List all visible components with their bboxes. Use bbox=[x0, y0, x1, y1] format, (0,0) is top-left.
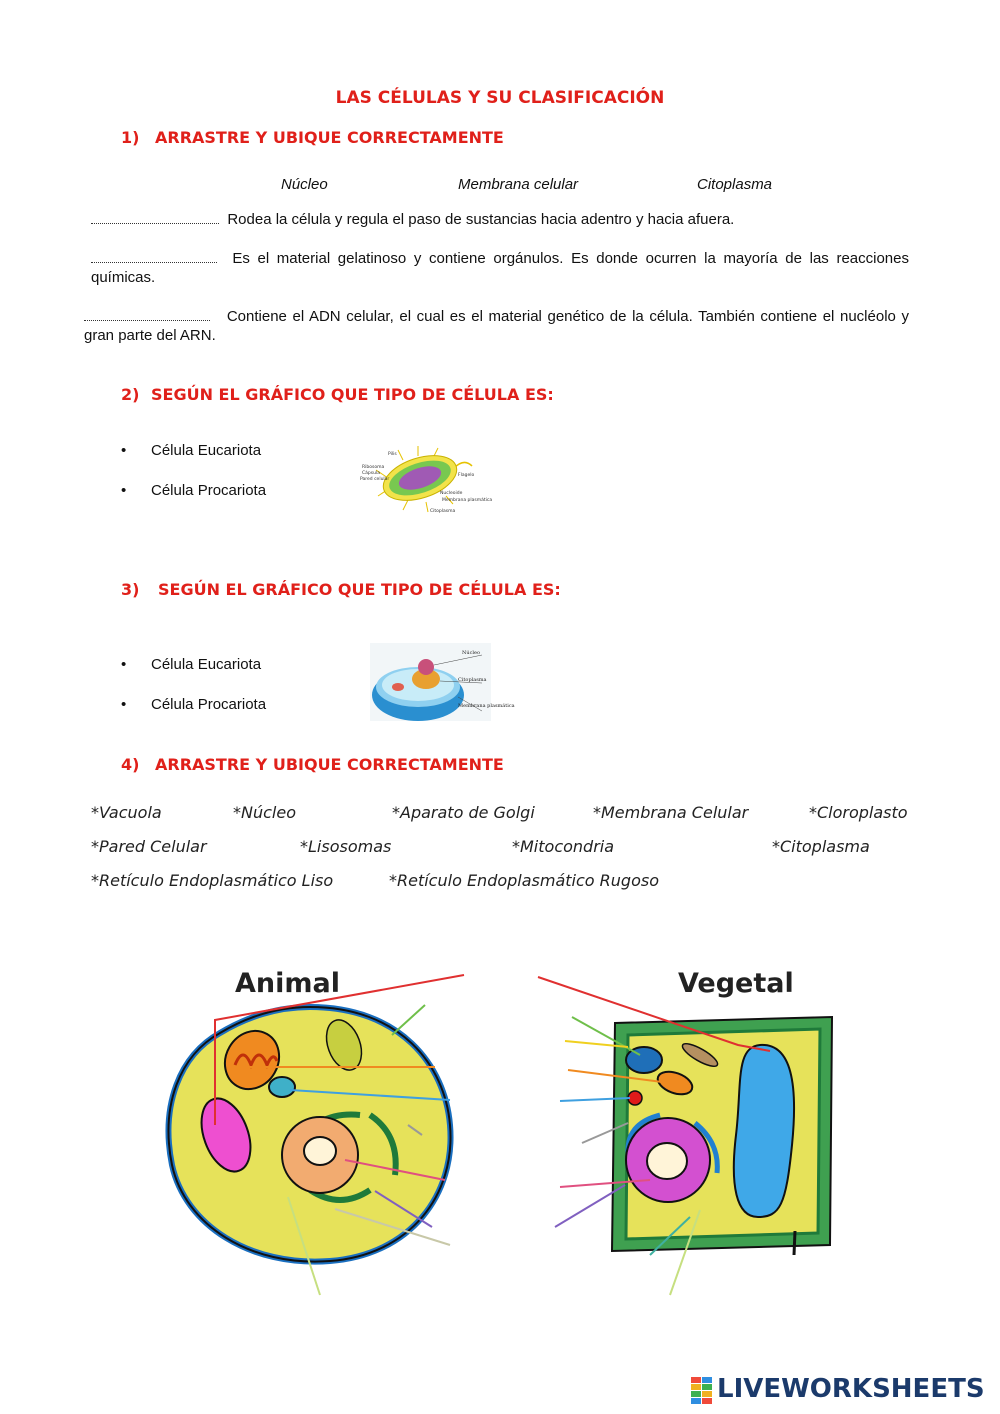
label-ribosoma: Ribosoma bbox=[362, 465, 385, 470]
liveworksheets-logo-icon bbox=[691, 1377, 713, 1405]
option-nucleo[interactable]: Núcleo bbox=[281, 176, 328, 193]
plant-cell-diagram bbox=[530, 955, 840, 1305]
question-1a bbox=[91, 210, 909, 229]
drop-blank-2[interactable] bbox=[91, 250, 217, 263]
eukaryote-cell-image bbox=[370, 643, 515, 721]
term-rer[interactable]: *Retículo Endoplasmático Rugoso bbox=[389, 871, 659, 890]
label-membrana-plasmatica: Membrana plasmática bbox=[442, 498, 493, 503]
label-capsula: Cápsula bbox=[362, 471, 380, 476]
section-3-heading bbox=[121, 580, 561, 599]
section-1-title: ARRASTRE Y UBIQUE CORRECTAMENTE bbox=[155, 128, 504, 147]
drop-blank-1[interactable] bbox=[91, 211, 219, 224]
section-4-heading bbox=[121, 755, 504, 774]
section-1-number: 1) bbox=[121, 128, 140, 147]
label-nucleoide: Nucleoide bbox=[440, 491, 463, 496]
term-nucleo[interactable]: *Núcleo bbox=[233, 803, 296, 822]
section-3-number: 3) bbox=[121, 580, 140, 599]
section-3-option-eucariota[interactable]: • Célula Eucariota bbox=[121, 656, 262, 673]
question-1b-text: Es el material gelatinoso y contiene orgánulos. Es donde ocurren la mayoría de las reacciones químicas. bbox=[91, 250, 909, 286]
term-mitocondria[interactable]: *Mitocondria bbox=[512, 837, 615, 856]
section-1-heading bbox=[121, 128, 504, 147]
question-1a-text: Rodea la célula y regula el paso de sustancias hacia adentro y hacia afuera. bbox=[227, 211, 735, 228]
term-vacuola[interactable]: *Vacuola bbox=[91, 803, 162, 822]
page-title: LAS CÉLULAS Y SU CLASIFICACIÓN bbox=[335, 88, 665, 108]
question-1c bbox=[84, 307, 909, 345]
drop-blank-3[interactable] bbox=[84, 308, 210, 321]
section-2-number: 2) bbox=[121, 385, 140, 404]
term-aparato-golgi[interactable]: *Aparato de Golgi bbox=[392, 803, 535, 822]
option-label: Célula Procariota bbox=[151, 696, 267, 713]
section-4-title: ARRASTRE Y UBIQUE CORRECTAMENTE bbox=[155, 755, 504, 774]
label-citoplasma: Citoplasma bbox=[458, 677, 487, 683]
term-cloroplasto[interactable]: *Cloroplasto bbox=[809, 803, 908, 822]
term-membrana-celular[interactable]: *Membrana Celular bbox=[593, 803, 749, 822]
term-citoplasma[interactable]: *Citoplasma bbox=[772, 837, 870, 856]
animal-label: Animal bbox=[235, 968, 340, 999]
option-citoplasma[interactable]: Citoplasma bbox=[697, 176, 773, 193]
label-nucleo: Núcleo bbox=[462, 650, 480, 656]
label-pared-celular: Pared celular bbox=[360, 477, 390, 482]
section-2-heading bbox=[121, 385, 554, 404]
option-membrana-celular[interactable]: Membrana celular bbox=[458, 176, 579, 193]
label-membrana-plasmatica: Membrana plasmática bbox=[458, 703, 515, 709]
term-lisosomas[interactable]: *Lisosomas bbox=[300, 837, 392, 856]
term-rel[interactable]: *Retículo Endoplasmático Liso bbox=[91, 871, 334, 890]
label-pilis: Pilis bbox=[388, 452, 397, 457]
prokaryote-cell-image bbox=[358, 438, 493, 518]
section-2-title: SEGÚN EL GRÁFICO QUE TIPO DE CÉLULA ES: bbox=[151, 385, 554, 404]
section-3-title: SEGÚN EL GRÁFICO QUE TIPO DE CÉLULA ES: bbox=[158, 580, 561, 599]
section-2-option-eucariota[interactable]: • Célula Eucariota bbox=[121, 442, 262, 459]
question-1b bbox=[91, 249, 909, 287]
option-label: Célula Eucariota bbox=[151, 442, 262, 459]
section-4-number: 4) bbox=[121, 755, 140, 774]
plant-label: Vegetal bbox=[678, 968, 794, 999]
option-label: Célula Eucariota bbox=[151, 656, 262, 673]
liveworksheets-brand: LIVEWORKSHEETS bbox=[717, 1374, 985, 1404]
section-2-option-procariota[interactable]: • Célula Procariota bbox=[121, 482, 267, 499]
label-flagelo: Flagelo bbox=[458, 473, 475, 478]
option-label: Célula Procariota bbox=[151, 482, 267, 499]
section-3-option-procariota[interactable]: • Célula Procariota bbox=[121, 696, 267, 713]
label-citoplasma: Citoplasma bbox=[430, 509, 456, 514]
term-pared-celular[interactable]: *Pared Celular bbox=[91, 837, 207, 856]
animal-cell-diagram bbox=[160, 955, 480, 1305]
question-1c-text: Contiene el ADN celular, el cual es el material genético de la célula. También contiene el nucléolo y gran parte del ARN. bbox=[84, 308, 909, 344]
